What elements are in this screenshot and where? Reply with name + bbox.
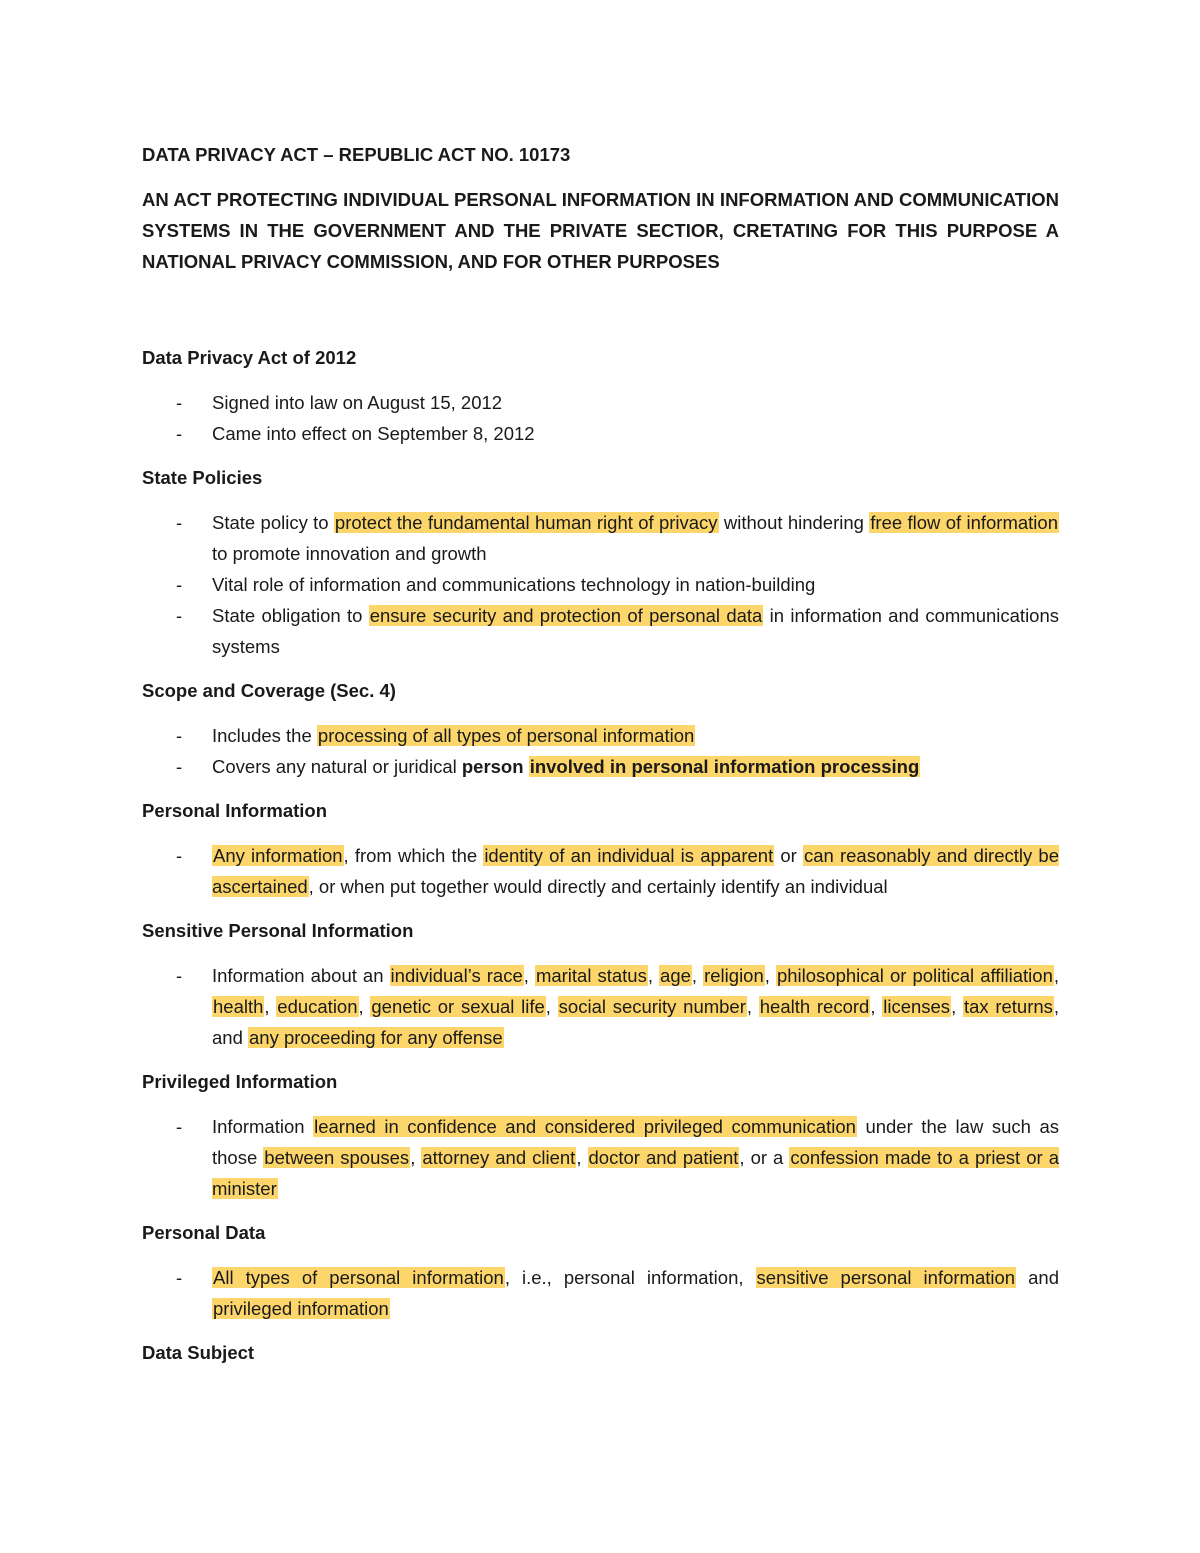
highlighted-text: processing of all types of personal information: [317, 725, 695, 746]
bullet-dash: -: [176, 574, 183, 595]
body-text: or: [774, 845, 803, 866]
body-text: to promote innovation and growth: [212, 543, 487, 564]
body-text: without hindering: [718, 512, 870, 533]
highlighted-text: doctor and patient: [588, 1147, 739, 1168]
bullet-dash: -: [176, 845, 183, 866]
bullet-dash: -: [176, 392, 183, 413]
body-text: ,: [746, 996, 759, 1017]
highlighted-text: social security number: [558, 996, 746, 1017]
highlighted-text: health record: [759, 996, 870, 1017]
body-text: ,: [545, 996, 558, 1017]
highlighted-text: individual’s race: [390, 965, 523, 986]
highlighted-text: philosophical or political affiliation: [776, 965, 1053, 986]
sections-container: [142, 343, 1059, 1368]
highlighted-text: learned in confidence and considered privileged communication: [314, 1116, 856, 1137]
bullet-item: [142, 1111, 1059, 1204]
body-text: in information and communications systems: [212, 605, 1060, 657]
body-text: ,: [951, 996, 963, 1017]
body-text: ,: [1053, 965, 1060, 986]
highlighted-text: involved in personal information processing: [529, 756, 920, 777]
highlighted-text: education: [277, 996, 358, 1017]
body-text: , i.e., personal information,: [504, 1267, 756, 1288]
bullet-dash: -: [176, 1116, 183, 1137]
section: [142, 796, 1059, 902]
bullet-item: [142, 507, 1059, 569]
bullet-item: [142, 418, 1059, 449]
document-title: DATA PRIVACY ACT – REPUBLIC ACT NO. 10173: [142, 144, 571, 165]
section: [142, 676, 1059, 782]
bullet-dash: -: [176, 605, 183, 626]
body-text: ,: [576, 1147, 588, 1168]
highlighted-text: marital status: [535, 965, 647, 986]
body-text: ,: [523, 965, 535, 986]
highlighted-text: any proceeding for any offense: [249, 1027, 503, 1048]
section-heading: Personal Information: [142, 800, 328, 821]
section-heading: Privileged Information: [142, 1071, 338, 1092]
bullet-list: [142, 720, 1059, 782]
bullet-dash: -: [176, 423, 183, 444]
bullet-item: [142, 751, 1059, 782]
highlighted-text: privileged information: [213, 1298, 389, 1319]
bullet-dash: -: [176, 965, 183, 986]
highlighted-text: attorney and client: [422, 1147, 576, 1168]
document-subtitle: AN ACT PROTECTING INDIVIDUAL PERSONAL INFORMATION IN INFORMATION AND COMMUNICATION SYSTEMS IN THE GOVERNMENT AND THE PRIVATE SECTIOR, CRETATING FOR THIS PURPOSE A NATIONAL PRIVACY COMMISSION, AND FOR OTHER PURPOSES: [142, 189, 1059, 272]
body-text: ,: [647, 965, 660, 986]
body-text: [524, 756, 529, 777]
body-text: State policy to: [212, 512, 334, 533]
bold-text: person: [461, 756, 524, 777]
section-heading: Data Privacy Act of 2012: [142, 347, 357, 368]
bullet-item: [142, 387, 1059, 418]
bullet-item: [142, 569, 1059, 600]
section-heading: Scope and Coverage (Sec. 4): [142, 680, 396, 701]
bullet-dash: -: [176, 512, 183, 533]
body-text: Information about an: [212, 965, 390, 986]
highlighted-text: confession made to a priest or a minister: [212, 1147, 1059, 1199]
body-text: , or a: [739, 1147, 790, 1168]
bullet-item: [142, 720, 1059, 751]
bullet-item: [142, 960, 1059, 1053]
highlighted-text: tax returns: [963, 996, 1053, 1017]
body-text: Covers any natural or juridical: [212, 756, 462, 777]
body-text: ,: [358, 996, 371, 1017]
highlighted-text: can reasonably and directly be ascertained: [212, 845, 1059, 897]
body-text: , and: [212, 996, 1060, 1048]
body-text: Vital role of information and communications technology in nation-building: [212, 574, 816, 595]
highlighted-text: free flow of information: [870, 512, 1058, 533]
section: [142, 1067, 1059, 1204]
bullet-dash: -: [176, 725, 183, 746]
body-text: under the law such as those: [212, 1116, 1060, 1168]
highlighted-text: identity of an individual is apparent: [484, 845, 774, 866]
body-text: Signed into law on August 15, 2012: [212, 392, 503, 413]
highlighted-text: age: [660, 965, 691, 986]
section-heading: Personal Data: [142, 1222, 266, 1243]
section: [142, 343, 1059, 449]
document-body: [142, 140, 1059, 1368]
highlighted-text: sensitive personal information: [756, 1267, 1016, 1288]
bullet-item: [142, 600, 1059, 662]
bullet-item: [142, 1262, 1059, 1324]
body-text: ,: [764, 965, 776, 986]
highlighted-text: All types of personal information: [213, 1267, 504, 1288]
section-heading: Sensitive Personal Information: [142, 920, 414, 941]
bullet-item: [142, 840, 1059, 902]
body-text: ,: [870, 996, 883, 1017]
section: [142, 1338, 1059, 1368]
body-text: ,: [410, 1147, 422, 1168]
highlighted-text: between spouses: [264, 1147, 410, 1168]
body-text: ,: [691, 965, 704, 986]
section: [142, 1218, 1059, 1324]
highlighted-text: health: [213, 996, 264, 1017]
body-text: , or when put together would directly and certainly identify an individual: [308, 876, 888, 897]
body-text: , from which the: [343, 845, 484, 866]
bullet-list: [142, 507, 1059, 662]
highlighted-text: Any information: [213, 845, 343, 866]
body-text: Came into effect on September 8, 2012: [212, 423, 535, 444]
section: [142, 463, 1059, 662]
highlighted-text: religion: [704, 965, 764, 986]
body-text: ,: [264, 996, 277, 1017]
bullet-dash: -: [176, 1267, 183, 1288]
highlighted-text: protect the fundamental human right of privacy: [334, 512, 718, 533]
section-heading: Data Subject: [142, 1342, 255, 1363]
highlighted-text: ensure security and protection of personal data: [369, 605, 763, 626]
bullet-dash: -: [176, 756, 183, 777]
bullet-list: [142, 840, 1059, 902]
highlighted-text: genetic or sexual life: [371, 996, 545, 1017]
bullet-list: [142, 1111, 1059, 1204]
body-text: Information: [212, 1116, 314, 1137]
section: [142, 916, 1059, 1053]
body-text: Includes the: [212, 725, 317, 746]
section-heading: State Policies: [142, 467, 263, 488]
bullet-list: [142, 960, 1059, 1053]
body-text: and: [1016, 1267, 1059, 1288]
bullet-list: [142, 1262, 1059, 1324]
highlighted-text: licenses: [883, 996, 951, 1017]
bullet-list: [142, 387, 1059, 449]
body-text: State obligation to: [212, 605, 369, 626]
